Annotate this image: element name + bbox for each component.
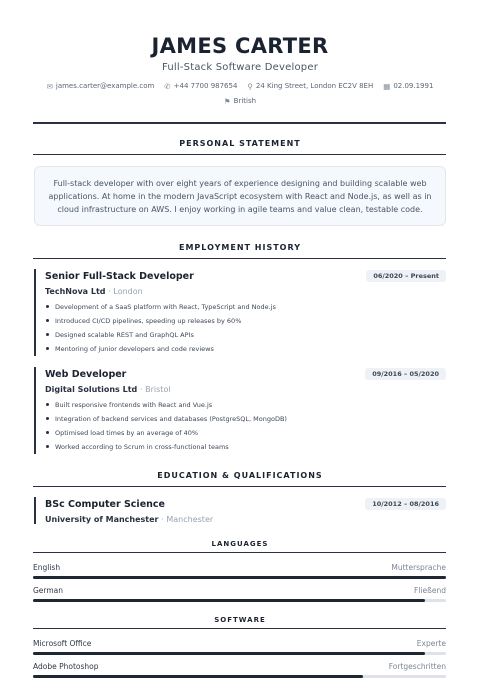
contact-address-text: 24 King Street, London EC2V 8EH	[255, 82, 374, 90]
company-name: TechNova Ltd	[45, 287, 106, 296]
job-bullets	[45, 300, 446, 356]
list-item: Optimised load times by an average of 40%	[45, 426, 446, 440]
contact-address	[247, 82, 373, 91]
statement-text: Full-stack developer with over eight years of experience designing and building scalable web applications. At home in the modern JavaScript ecosystem with React and Node.js, as well as in cloud infrastructure on AWS. I enjoy working in agile teams and value clean, testable code.	[48, 178, 432, 214]
job-title: Senior Full-Stack Developer	[45, 270, 194, 282]
software-name: Adobe Photoshop	[33, 661, 99, 671]
list-item: Development of a SaaS platform with React, TypeScript and Node.js	[45, 300, 446, 314]
proficiency-fill	[33, 576, 446, 579]
candidate-name: JAMES CARTER	[151, 34, 329, 58]
software-divider	[33, 628, 446, 629]
list-item: Introduced CI/CD pipelines, speeding up releases by 60%	[45, 314, 446, 328]
mail-icon: ✉	[46, 82, 53, 91]
company-location: · London	[108, 287, 143, 296]
software-item	[33, 638, 446, 655]
school-name: University of Manchester	[45, 515, 159, 524]
language-item	[33, 585, 446, 602]
proficiency-fill	[33, 652, 425, 655]
location-pin-icon: ⚲	[247, 82, 253, 91]
contact-birthdate	[383, 82, 433, 91]
school-location: · Manchester	[161, 515, 214, 524]
contact-nationality-text: British	[233, 97, 257, 105]
personal-statement	[34, 166, 446, 226]
date-badge: 06/2020 – Present	[366, 270, 446, 282]
contact-nationality	[224, 97, 256, 106]
languages-divider	[33, 552, 446, 553]
date-badge: 09/2016 – 05/2020	[365, 368, 446, 380]
software-level: Experte	[416, 638, 446, 648]
header-divider	[33, 122, 446, 124]
date-badge: 10/2012 – 08/2016	[365, 498, 446, 510]
contact-phone	[164, 82, 237, 91]
proficiency-track	[33, 599, 446, 602]
contact-email-text: james.carter@example.com	[55, 82, 155, 90]
candidate-role: Full-Stack Software Developer	[161, 62, 319, 73]
language-level: Fließend	[414, 585, 446, 595]
list-item: Built responsive frontends with React and Vue.js	[45, 398, 446, 412]
flag-icon: ⚑	[223, 97, 231, 106]
phone-icon: ✆	[164, 82, 171, 91]
language-name: English	[33, 562, 61, 572]
software-name: Microsoft Office	[33, 638, 92, 648]
company-name: Digital Solutions Ltd	[45, 385, 138, 394]
software-item	[33, 661, 446, 678]
proficiency-track	[33, 576, 446, 579]
proficiency-fill	[33, 599, 425, 602]
contact-birthdate-text: 02.09.1991	[393, 82, 434, 90]
list-item: Designed scalable REST and GraphQL APIs	[45, 328, 446, 342]
software-level: Fortgeschritten	[388, 661, 446, 671]
education-divider	[33, 486, 446, 487]
contact-phone-text: +44 7700 987654	[173, 82, 238, 90]
company	[45, 385, 446, 394]
list-item: Worked according to Scrum in cross-functional teams	[45, 440, 446, 454]
job-bullets	[45, 398, 446, 454]
job-entry	[34, 367, 446, 454]
language-item	[33, 562, 446, 579]
company	[45, 287, 446, 296]
language-level: Muttersprache	[391, 562, 446, 572]
section-title-software: SOFTWARE	[214, 616, 266, 624]
company-location: · Bristol	[140, 385, 171, 394]
contact-email	[47, 82, 155, 91]
proficiency-track	[33, 675, 446, 678]
list-item: Integration of backend services and databases (PostgreSQL, MongoDB)	[45, 412, 446, 426]
proficiency-fill	[33, 675, 363, 678]
degree-title: BSc Computer Science	[45, 498, 165, 510]
contact-info	[30, 82, 450, 106]
proficiency-track	[33, 652, 446, 655]
education-entry	[34, 497, 446, 524]
section-title-statement: PERSONAL STATEMENT	[179, 139, 301, 148]
section-title-education: EDUCATION & QUALIFICATIONS	[157, 471, 323, 480]
statement-divider	[33, 154, 446, 155]
employment-divider	[33, 258, 446, 259]
section-title-employment: EMPLOYMENT HISTORY	[179, 243, 301, 252]
section-title-languages: LANGUAGES	[211, 540, 269, 548]
job-entry	[34, 269, 446, 356]
list-item: Mentoring of junior developers and code reviews	[45, 342, 446, 356]
job-title: Web Developer	[45, 368, 127, 380]
school	[45, 515, 446, 524]
calendar-icon: ▦	[383, 82, 391, 91]
language-name: German	[33, 585, 64, 595]
